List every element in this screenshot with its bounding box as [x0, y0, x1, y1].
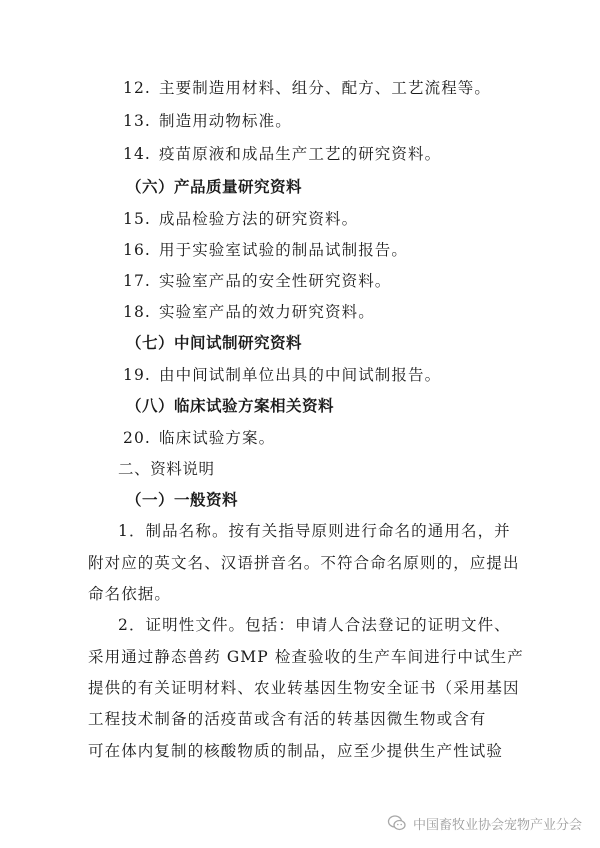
paragraph-2-line-2: 采用通过静态兽药 GMP 检查验收的生产车间进行中试生产 — [88, 648, 524, 666]
paragraph-2-line-4: 工程技术制备的活疫苗或含有活的转基因微生物或含有 — [88, 710, 487, 728]
heading-clinical-trial: （八）临床试验方案相关资料 — [126, 397, 335, 415]
list-item-17: 17. 实验室产品的安全性研究资料。 — [123, 272, 392, 290]
list-item-16: 16. 用于实验室试验的制品试制报告。 — [123, 241, 409, 259]
list-item-14: 14. 疫苗原液和成品生产工艺的研究资料。 — [123, 145, 442, 163]
wechat-icon — [387, 814, 407, 832]
list-item-18: 18. 实验室产品的效力研究资料。 — [123, 303, 375, 321]
watermark-text: 中国畜牧业协会宠物产业分会 — [412, 817, 582, 833]
list-item-12: 12. 主要制造用材料、组分、配方、工艺流程等。 — [123, 79, 492, 97]
section-title-materials-description: 二、资料说明 — [118, 460, 215, 478]
paragraph-2-line-1: 2．证明性文件。包括：申请人合法登记的证明文件、 — [118, 616, 511, 634]
paragraph-1-line-2: 附对应的英文名、汉语拼音名。不符合命名原则的，应提出 — [88, 554, 520, 572]
heading-general-materials: （一）一般资料 — [126, 491, 239, 509]
paragraph-2-line-5: 可在体内复制的核酸物质的制品，应至少提供生产性试验 — [88, 742, 504, 760]
list-item-13: 13. 制造用动物标准。 — [123, 112, 292, 130]
paragraph-1-line-1: 1．制品名称。按有关指导原则进行命名的通用名，并 — [118, 522, 511, 540]
heading-pilot-trial: （七）中间试制研究资料 — [126, 334, 303, 352]
list-item-20: 20. 临床试验方案。 — [123, 429, 276, 447]
watermark — [387, 810, 582, 836]
heading-product-quality: （六）产品质量研究资料 — [126, 178, 303, 196]
list-item-15: 15. 成品检验方法的研究资料。 — [123, 210, 359, 228]
paragraph-1-line-3: 命名依据。 — [88, 585, 172, 603]
list-item-19: 19. 由中间试制单位出具的中间试制报告。 — [123, 366, 442, 384]
paragraph-2-line-3: 提供的有关证明材料、农业转基因生物安全证书（采用基因 — [88, 679, 520, 697]
